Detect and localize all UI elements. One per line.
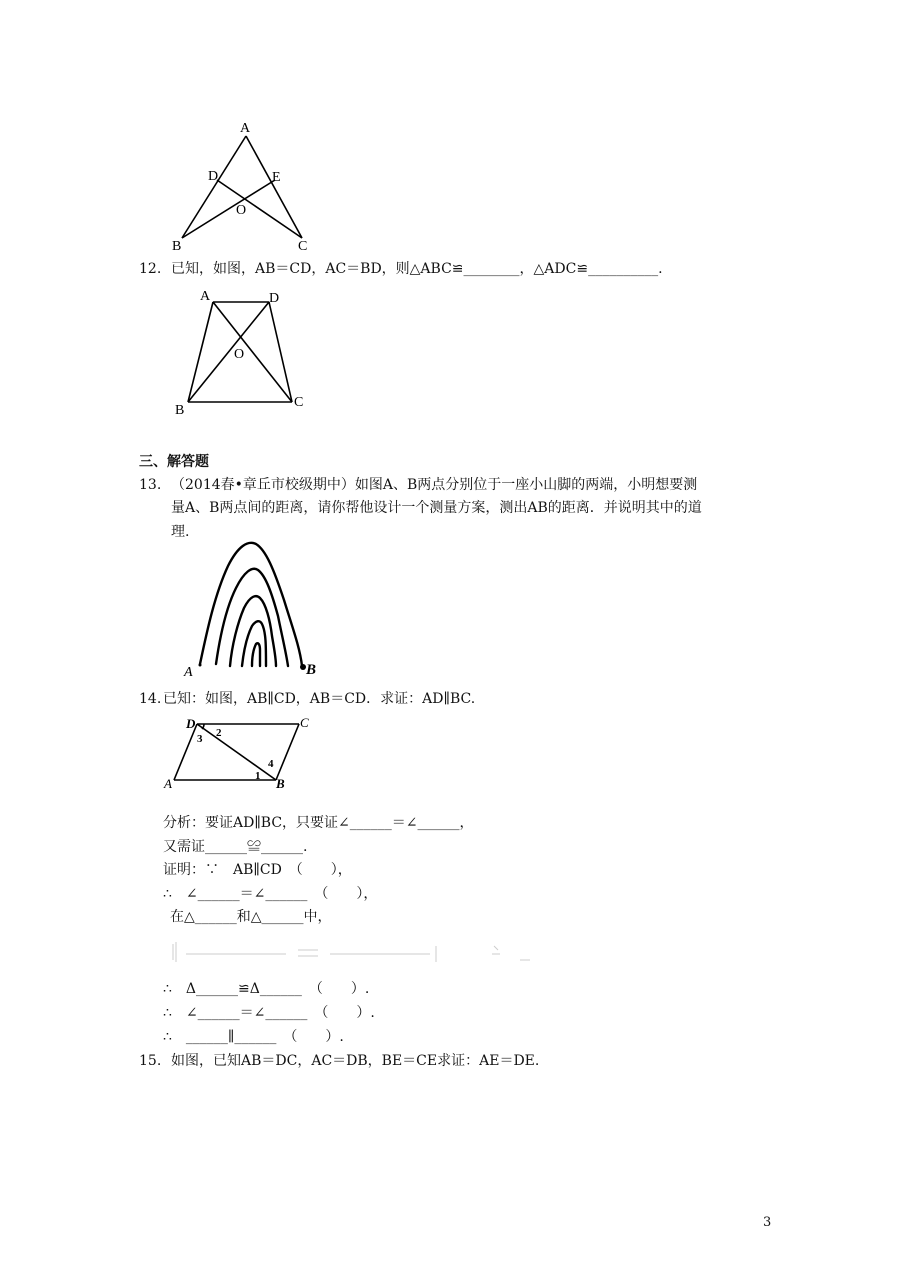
label-c: C <box>300 715 309 730</box>
question-14-number: 14. <box>139 691 162 707</box>
proof-angle-equal-line: ∴ ∠______＝∠______ （ ）. <box>163 1005 375 1021</box>
label-c: C <box>294 395 304 410</box>
question-13-line3: 理. <box>171 524 190 540</box>
proof-start-line: 证明：∵ AB∥CD （ ）， <box>163 862 352 878</box>
label-b: B <box>175 403 185 418</box>
proof-angle-line: ∴ ∠______＝∠______ （ ）， <box>163 886 378 902</box>
label-a: A <box>200 289 211 304</box>
angle-3-label: 3 <box>197 733 203 745</box>
question-13-number: 13. <box>139 477 162 493</box>
proof-conditions-placeholder <box>170 938 540 968</box>
figure-trapezoid-abcd <box>168 284 318 420</box>
proof-need-line: 又需证______≌______. <box>163 839 308 855</box>
label-b: B <box>172 239 182 254</box>
label-e: E <box>272 170 281 185</box>
proof-congruent-line: ∴ Δ______≌Δ______ （ ）. <box>163 981 370 997</box>
label-o: O <box>234 347 245 362</box>
label-b: B <box>306 662 317 678</box>
question-13-line2: 量A、B两点间的距离，请你帮他设计一个测量方案，测出AB的距离．并说明其中的道 <box>171 500 702 516</box>
figure-parallelogram-abcd <box>160 712 320 794</box>
label-a: A <box>164 776 172 791</box>
question-15-number: 15. <box>139 1053 162 1069</box>
proof-conclusion-line: ∴ ______∥______ （ ）. <box>163 1029 344 1045</box>
proof-triangle-line: 在△______和△______中， <box>170 909 332 925</box>
label-a: A <box>184 665 193 680</box>
proof-analysis-line: 分析：要证AD∥BC，只要证∠______＝∠______， <box>163 815 474 831</box>
label-c: C <box>298 239 308 254</box>
label-o: O <box>236 203 247 218</box>
label-d: D <box>269 291 280 306</box>
angle-4-label: 4 <box>268 758 274 770</box>
angle-1-label: 1 <box>255 770 261 782</box>
label-d: D <box>208 169 219 184</box>
label-b: B <box>276 776 285 791</box>
question-14-text: 已知：如图，AB∥CD，AB＝CD．求证：AD∥BC. <box>163 691 476 707</box>
question-12-number: 12. <box>139 261 162 277</box>
page-number: 3 <box>763 1215 772 1230</box>
question-13-line1: （2014春•章丘市校级期中）如图A、B两点分别位于一座小山脚的两端，小明想要测 <box>171 477 698 493</box>
section-title: 三、解答题 <box>139 454 209 470</box>
label-d: D <box>186 716 196 731</box>
figure-mountain <box>176 536 326 681</box>
angle-2-label: 2 <box>216 727 222 739</box>
label-a: A <box>240 121 251 136</box>
question-15-text: 如图，已知AB＝DC，AC＝DB，BE＝CE求证：AE＝DE. <box>171 1053 540 1069</box>
question-12-text: 已知，如图，AB＝CD，AC＝BD，则△ABC≌________，△ADC≌__________. <box>171 261 663 277</box>
figure-triangle-ade <box>168 116 318 258</box>
